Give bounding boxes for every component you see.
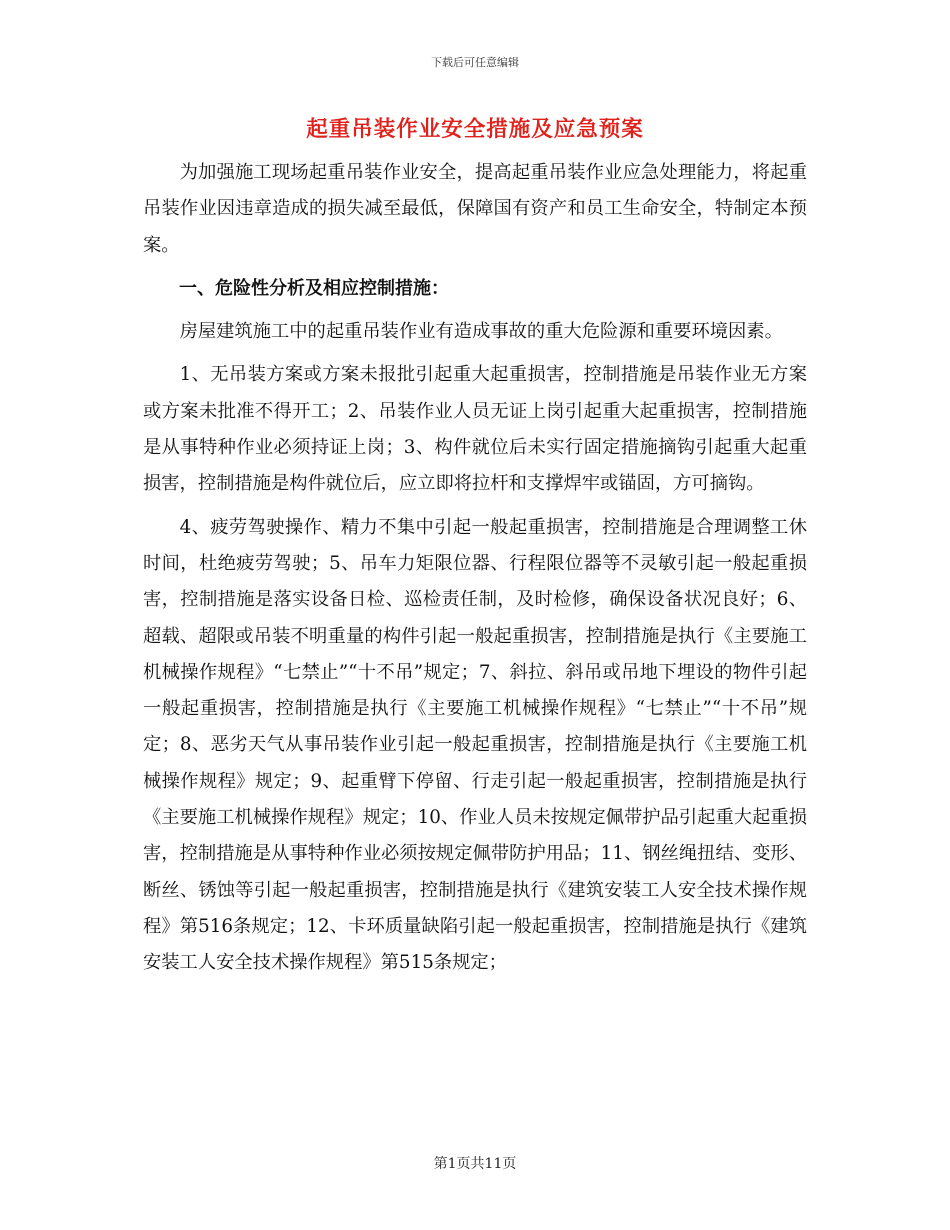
document-body [143,155,807,982]
hazard-intro-paragraph: 房屋建筑施工中的起重吊装作业有造成事故的重大危险源和重要环境因素。 [179,321,783,343]
items-1-3-paragraph: 1、无吊装方案或方案未报批引起重大起重损害，控制措施是吊装作业无方案或方案未批准不得开工；2、吊装作业人员无证上岗引起重大起重损害，控制措施是从事特种作业必须持证上岗；3、构件就位后未实行固定措施摘钩引起重大起重损害，控制措施是构件就位后，应立即将拉杆和支撑焊牢或锚固，方可摘钩。 [143,364,807,495]
section-heading: 一、危险性分析及相应控制措施： [179,277,449,299]
page-footer: 第1页共11页 [433,1156,517,1172]
document-title: 起重吊装作业安全措施及应急预案 [306,117,644,142]
header-note: 下载后可任意编辑 [431,56,519,69]
items-4-12-paragraph: 4、疲劳驾驶操作、精力不集中引起一般起重损害，控制措施是合理调整工休时间，杜绝疲劳驾驶；5、吊车力矩限位器、行程限位器等不灵敏引起一般起重损害，控制措施是落实设备日检、巡检责任制，及时检修，确保设备状况良好；6、超载、超限或吊装不明重量的构件引起一般起重损害，控制措施是执行《主要施工机械操作规程》“七禁止”“十不吊”规定；7、斜拉、斜吊或吊地下埋设的物件引起一般起重损害，控制措施是执行《主要施工机械操作规程》“七禁止”“十不吊”规定；8、恶劣天气从事吊装作业引起一般起重损害，控制措施是执行《主要施工机械操作规程》规定；9、起重臂下停留、行走引起一般起重损害，控制措施是执行《主要施工机械操作规程》规定；10、作业人员未按规定佩带护品引起重大起重损害，控制措施是从事特种作业必须按规定佩带防护用品；11、钢丝绳扭结、变形、断丝、锈蚀等引起一般起重损害，控制措施是执行《建筑安装工人安全技术操作规程》第516条规定；12、卡环质量缺陷引起一般起重损害，控制措施是执行《建筑安装工人安全技术操作规程》第515条规定； [143,516,807,974]
intro-paragraph: 为加强施工现场起重吊装作业安全，提高起重吊装作业应急处理能力，将起重吊装作业因违章造成的损失减至最低，保障国有资产和员工生命安全，特制定本预案。 [143,162,807,256]
